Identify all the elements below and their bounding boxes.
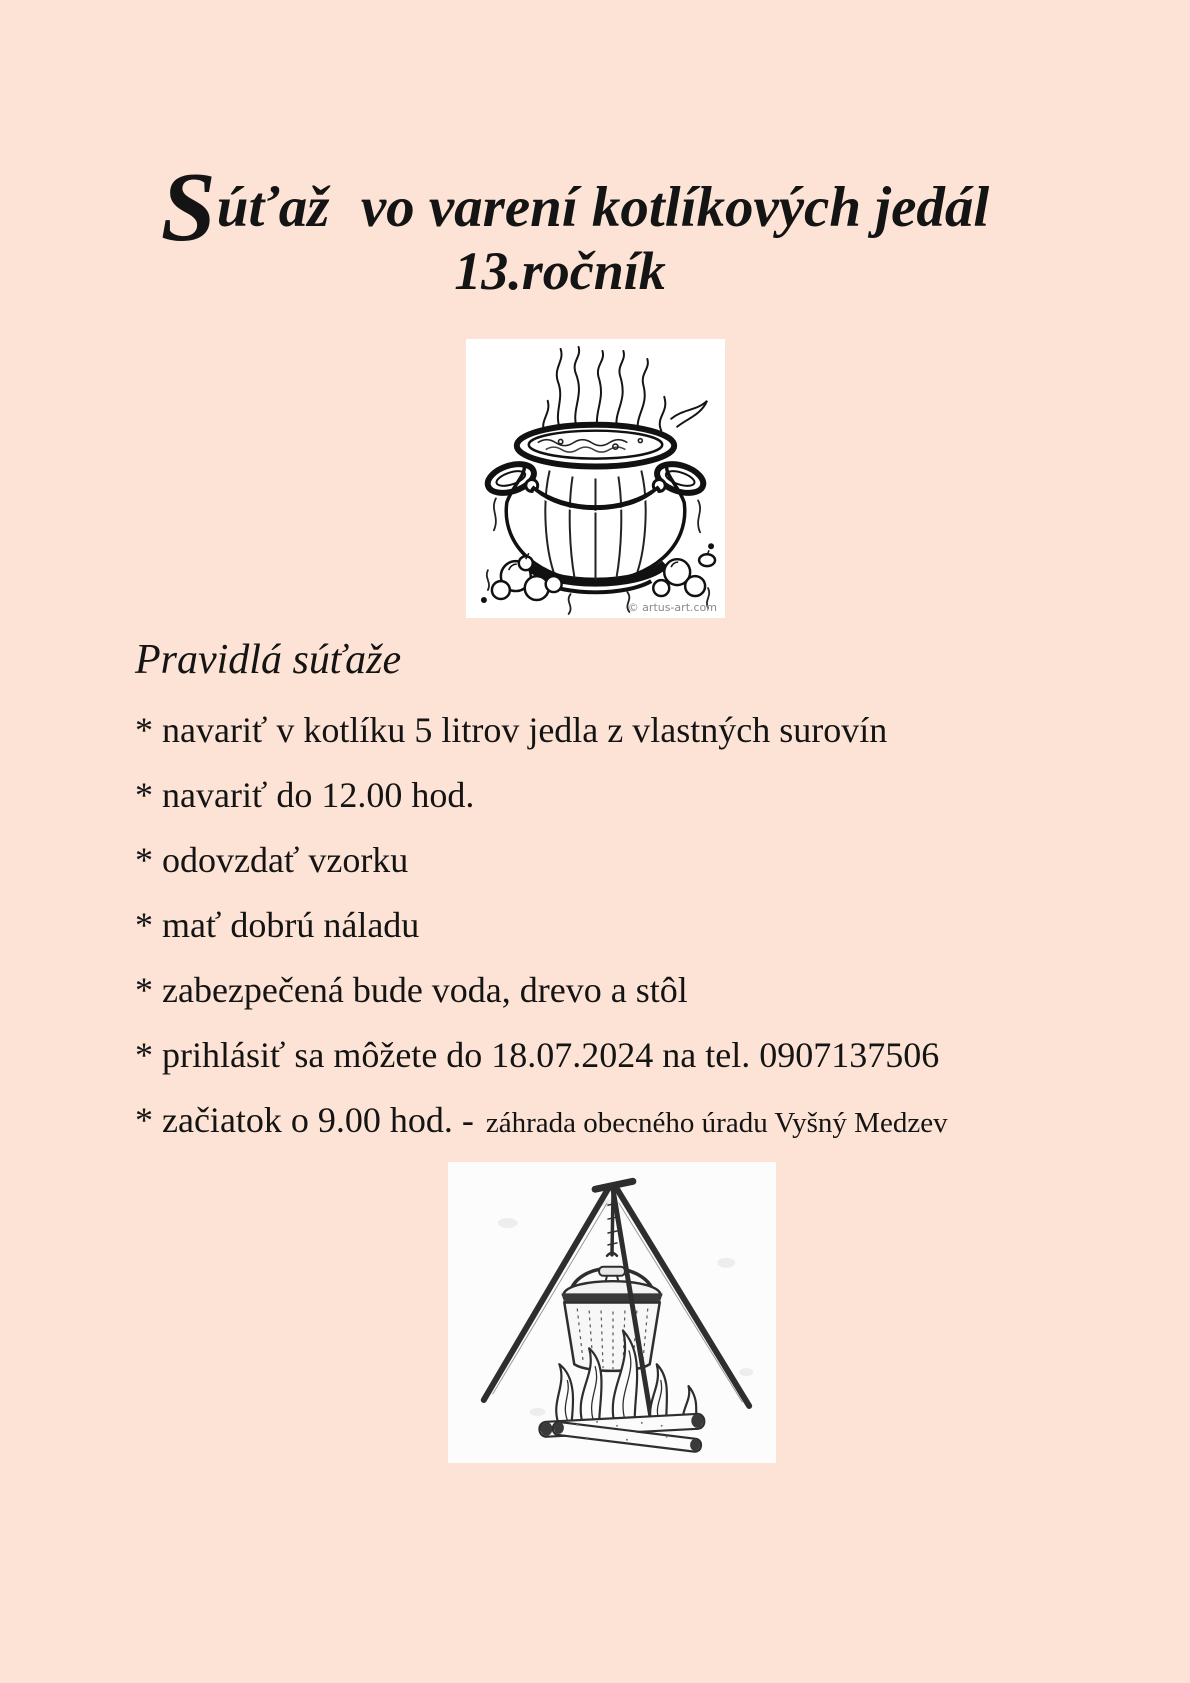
list-item-detail: záhrada obecného úradu Vyšný Medzev bbox=[485, 1107, 948, 1139]
cauldron-clipart bbox=[466, 339, 725, 618]
list-item-main: * začiatok o 9.00 hod. - bbox=[135, 1100, 474, 1140]
list-item: * navariť do 12.00 hod. bbox=[135, 775, 475, 815]
rules-heading: Pravidlá súťaže bbox=[135, 637, 402, 683]
list-item bbox=[135, 1088, 948, 1156]
boiling-cauldron-icon bbox=[466, 339, 725, 618]
campfire-clipart bbox=[448, 1162, 776, 1463]
artist-watermark: © artus-art.com bbox=[627, 601, 717, 614]
list-item: * navariť v kotlíku 5 litrov jedla z vlastných surovín bbox=[135, 710, 888, 750]
list-item: * odovzdať vzorku bbox=[135, 840, 409, 880]
tripod-campfire-kettle-icon bbox=[448, 1162, 776, 1463]
list-item: * mať dobrú náladu bbox=[135, 905, 420, 945]
title-line1-rest: vo varení kotlíkových jedál bbox=[360, 176, 990, 239]
title-drop-cap: S bbox=[160, 153, 217, 262]
list-item: * prihlásiť sa môžete do 18.07.2024 na tel. 0907137506 bbox=[135, 1035, 940, 1075]
rules-list bbox=[135, 698, 948, 1156]
page-subtitle: 13.ročník bbox=[454, 241, 666, 301]
list-item: * zabezpečená bude voda, drevo a stôl bbox=[135, 970, 688, 1010]
title-word1: úťaž bbox=[216, 176, 330, 239]
